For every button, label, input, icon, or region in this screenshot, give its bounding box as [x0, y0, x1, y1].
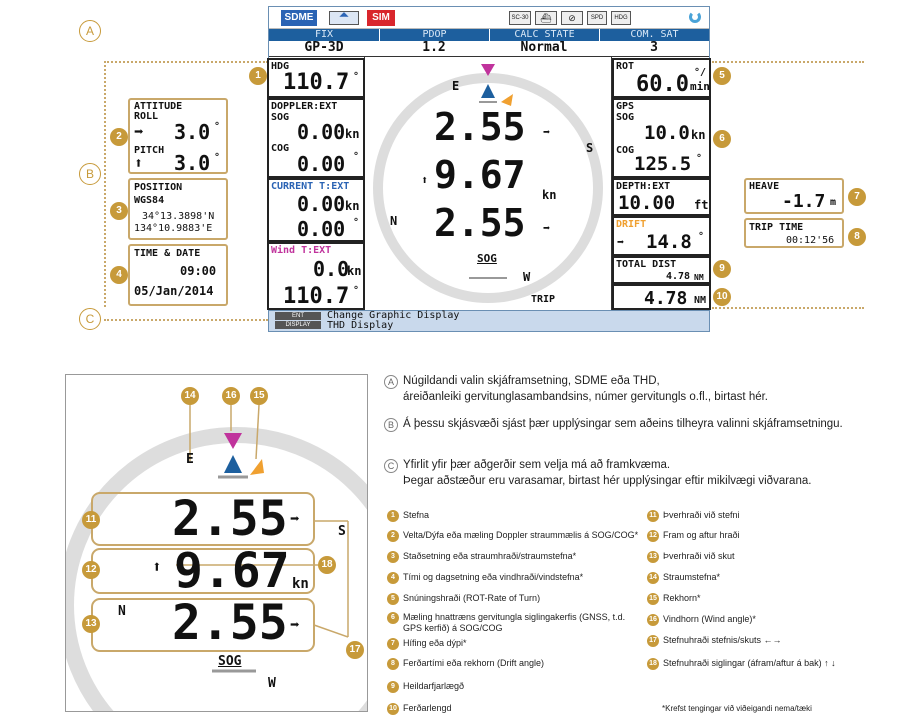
current-angle-unit: ° — [353, 217, 360, 228]
current-angle-value: 0.00 — [297, 217, 346, 241]
time-value: 09:00 — [180, 264, 217, 278]
fix-header: FIX — [269, 29, 379, 41]
current-speed-unit: kn — [345, 199, 360, 213]
rot-label: ROT — [616, 61, 635, 72]
legend-item-16: Vindhorn (Wind angle)* — [663, 614, 756, 624]
legend-item-14: Straumstefna* — [663, 572, 721, 582]
time-panel — [128, 244, 228, 306]
zoom-fwd-arrow-icon: ⬆ — [152, 557, 162, 576]
fix-value: GP-3D — [304, 40, 344, 55]
pdop-value: 1.2 — [422, 40, 446, 55]
desc-b-text: Á þessu skjásvæði sjást þær upplýsingar sem aðeins tilheyra valinni skjáframsetningu. — [403, 418, 843, 430]
zone-a-guide — [104, 61, 268, 63]
rot-unit-bottom: min — [690, 80, 710, 93]
legend-item-18: Stefnuhraði siglingar (áfram/aftur á bak) ↑ ↓ — [663, 658, 836, 668]
zoom-n-label: N — [118, 604, 126, 619]
top-bar — [269, 7, 709, 29]
total-dist-unit: NM — [694, 273, 704, 282]
compass-e-label: E — [452, 79, 460, 93]
attitude-label: ATTITUDE — [134, 101, 183, 112]
datum-label: WGS84 — [134, 195, 165, 206]
legend-badge-2: 2 — [387, 530, 399, 542]
thd-display-text: THD Display — [327, 320, 394, 331]
legend-badge-5: 5 — [387, 593, 399, 605]
zone-c-marker: C — [79, 308, 101, 330]
pitch-arrow-icon: ⬆ — [134, 154, 144, 172]
gps-sog-value: 10.0 — [644, 122, 690, 144]
legend-badge-15: 15 — [647, 593, 659, 605]
roll-arrow-icon: ➡ — [134, 122, 144, 141]
zoom-stern-arrow-icon: ➡ — [290, 615, 300, 634]
hdg-icon: HDG — [611, 11, 631, 25]
gps-label: GPS — [616, 101, 635, 112]
drift-box — [612, 216, 711, 256]
depth-unit: ft — [694, 198, 709, 212]
legend-badge-11: 11 — [647, 510, 659, 522]
pitch-unit: ° — [214, 152, 221, 163]
wind-box — [267, 242, 365, 310]
satellite-icon: ⊘ — [561, 11, 583, 25]
sc30-icon: SC-30 — [509, 11, 531, 25]
drift-value: 14.8 — [646, 231, 692, 253]
main-screen — [268, 6, 710, 332]
badge-5: 5 — [713, 67, 731, 85]
zoom-current-marker — [250, 459, 264, 475]
busy-indicator-icon — [689, 11, 701, 23]
legend-item-9: Heildarfjarlægð — [403, 681, 465, 691]
legend-badge-13: 13 — [647, 551, 659, 563]
legend-item-12: Fram og aftur hraði — [663, 530, 740, 540]
fwd-arrow-icon: ⬆ — [421, 173, 429, 187]
desc-c-line2: Þegar aðstæður eru varasamar, birtast hér upplýsingar eftir mikilvægi viðvarana. — [403, 475, 812, 487]
trip-time-label: TRIP TIME — [749, 222, 804, 233]
badge-3: 3 — [110, 202, 128, 220]
pitch-value: 3.0 — [174, 151, 211, 175]
fore-aft-unit: kn — [542, 188, 557, 202]
badge-7: 7 — [848, 188, 866, 206]
calc-state-value: Normal — [520, 40, 568, 55]
current-speed-value: 0.00 — [297, 192, 346, 216]
roll-unit: ° — [214, 121, 221, 132]
legend-item-2: Velta/Dýfa eða mæling Doppler straummælis á SOG/COG* — [403, 530, 639, 540]
badge-15: 15 — [250, 387, 268, 405]
legend-badge-7: 7 — [387, 638, 399, 650]
legend-item-10: Ferðarlengd — [403, 703, 452, 713]
legend-badge-1: 1 — [387, 510, 399, 522]
desc-a-line1: Núgildandi valin skjáframsetning, SDME eða THD, — [403, 375, 660, 387]
wind-angle-value: 110.7 — [283, 284, 350, 309]
drift-arrow-icon: ➡ — [617, 235, 625, 249]
legend-badge-16: 16 — [647, 614, 659, 626]
compass-s-label: S — [586, 141, 594, 155]
heading-box — [267, 58, 365, 98]
heave-value: -1.7 — [782, 191, 826, 212]
position-label: POSITION — [134, 182, 183, 193]
drift-unit: ° — [698, 231, 705, 242]
leader-17c — [314, 625, 348, 637]
ship-icon: ⛴ — [535, 11, 557, 25]
heading-value: 110.7 — [283, 70, 350, 95]
legend-badge-4: 4 — [387, 572, 399, 584]
legend-item-6: Mæling hnattræns gervitungla siglingakerfis (GNSS, t.d. GPS kerfið) á SOG/COG — [403, 612, 626, 633]
zone-b-guide — [104, 61, 106, 307]
badge-1: 1 — [249, 67, 267, 85]
position-panel — [128, 178, 228, 240]
heave-unit: m — [830, 197, 837, 208]
ent-key[interactable]: ENT — [275, 312, 321, 320]
legend-badge-3: 3 — [387, 551, 399, 563]
zoom-s-label: S — [338, 524, 346, 539]
rot-box — [612, 58, 711, 98]
doppler-cog-label: COG — [271, 143, 290, 154]
stern-lateral-speed: 2.55 — [434, 201, 526, 245]
sdme-mode-button[interactable]: SDME — [281, 10, 317, 26]
zoom-bow-speed: 2.55 — [172, 491, 288, 547]
badge-11: 11 — [82, 511, 100, 529]
bow-lateral-speed: 2.55 — [434, 105, 526, 149]
zoom-e-label: E — [186, 452, 194, 467]
legend-badge-8: 8 — [387, 658, 399, 670]
legend-item-8: Ferðartími eða rekhorn (Drift angle) — [403, 658, 545, 668]
trip-time-panel — [744, 218, 844, 248]
trip-time-value: 00:12'56 — [786, 235, 835, 246]
stern-arrow-icon: ➡ — [543, 221, 551, 235]
zoom-heading-marker — [224, 455, 242, 473]
total-dist-value: 4.78 — [666, 271, 691, 282]
trip-dist-value: 4.78 — [644, 288, 688, 309]
zone-c-guide — [104, 319, 268, 321]
legend-item-4: Tími og dagsetning eða vindhraði/vindstefna* — [403, 572, 584, 582]
legend-badge-10: 10 — [387, 703, 399, 715]
trip-label: TRIP — [531, 294, 556, 305]
badge-13: 13 — [82, 615, 100, 633]
heading-marker — [481, 84, 495, 98]
gps-cog-label: COG — [616, 145, 635, 156]
compass-w-label: W — [523, 270, 531, 284]
badge-2: 2 — [110, 128, 128, 146]
com-sat-value: 3 — [650, 40, 658, 55]
depth-label: DEPTH:EXT — [616, 181, 671, 192]
drift-label: DRIFT — [616, 219, 647, 230]
longitude-value: 134°10.9883'E — [134, 223, 213, 234]
badge-6: 6 — [713, 130, 731, 148]
legend-item-1: Stefna — [403, 510, 430, 520]
spd-icon: SPD — [587, 11, 607, 25]
zoom-w-label: W — [268, 676, 276, 691]
zone-a-guide-right — [712, 61, 864, 63]
roll-label: ROLL — [134, 111, 159, 122]
desc-a-marker: A — [384, 375, 398, 389]
legend-badge-14: 14 — [647, 572, 659, 584]
legend-badge-17: 17 — [647, 635, 659, 647]
zoom-fore-aft-speed: 9.67 — [174, 543, 290, 599]
attitude-panel — [128, 98, 228, 174]
legend-item-15: Rekhorn* — [663, 593, 701, 603]
badge-4: 4 — [110, 266, 128, 284]
zoom-sog-label: SOG — [218, 654, 242, 669]
footnote: *Krefst tengingar við viðeigandi nema/tæki — [662, 704, 812, 713]
heading-unit: ° — [353, 71, 360, 82]
change-display-text: Change Graphic Display — [327, 310, 460, 321]
depth-box — [612, 178, 711, 216]
legend-badge-18: 18 — [647, 658, 659, 670]
bow-arrow-icon: ➡ — [543, 125, 551, 139]
zoom-stern-speed: 2.55 — [172, 595, 288, 651]
sog-mode-label: SOG — [477, 252, 497, 265]
display-key[interactable]: DISPLAY — [275, 321, 321, 329]
com-sat-header: COM. SAT — [599, 29, 709, 41]
legend-item-13: Þverhraði við skut — [663, 551, 735, 561]
legend-badge-6: 6 — [387, 612, 399, 624]
legend-item-5: Snúningshraði (ROT-Rate of Turn) — [403, 593, 541, 603]
legend-item-7: Hífing eða dýpi* — [403, 638, 467, 648]
gps-box — [612, 98, 711, 178]
roll-value: 3.0 — [174, 120, 211, 144]
time-label: TIME & DATE — [134, 248, 201, 259]
compass-n-label: N — [390, 214, 398, 228]
rot-unit-top: °/ — [694, 67, 707, 78]
wind-label: Wind T:EXT — [271, 245, 332, 256]
latitude-value: 34°13.3898'N — [142, 211, 215, 222]
depth-value: 10.00 — [618, 192, 676, 214]
date-value: 05/Jan/2014 — [134, 284, 214, 298]
desc-b-marker: B — [384, 418, 398, 432]
desc-c-marker: C — [384, 459, 398, 473]
badge-9: 9 — [713, 260, 731, 278]
current-box — [267, 178, 365, 242]
gps-cog-value: 125.5 — [634, 153, 692, 175]
total-dist-label: TOTAL DIST — [616, 259, 677, 270]
rot-value: 60.0 — [636, 72, 689, 97]
zone-c-guide-right — [712, 307, 864, 309]
trip-dist-unit: NM — [694, 295, 707, 306]
zoom-fore-aft-unit: kn — [292, 576, 309, 592]
pitch-label: PITCH — [134, 145, 165, 156]
current-label: CURRENT T:EXT — [271, 181, 350, 192]
legend-badge-9: 9 — [387, 681, 399, 693]
legend-item-3: Staðsetning eða straumhraði/straumstefna* — [403, 551, 577, 561]
doppler-sog-unit: kn — [345, 127, 360, 141]
zone-a-marker: A — [79, 20, 101, 42]
gps-sog-label: SOG — [616, 112, 635, 123]
badge-17: 17 — [346, 641, 364, 659]
badge-12: 12 — [82, 561, 100, 579]
legend-item-17: Stefnuhraði stefnis/skuts ←→ — [663, 635, 782, 645]
precision-icon: ◢◣ — [329, 11, 359, 25]
badge-10: 10 — [713, 288, 731, 306]
sim-button[interactable]: SIM — [367, 10, 395, 26]
badge-14: 14 — [181, 387, 199, 405]
wind-speed-value: 0.0 — [313, 257, 350, 281]
heave-panel — [744, 178, 844, 214]
doppler-label: DOPPLER:EXT — [271, 101, 338, 112]
zoom-inset — [65, 374, 368, 712]
total-dist-box — [612, 256, 711, 284]
legend-badge-12: 12 — [647, 530, 659, 542]
heading-label: HDG — [271, 61, 290, 72]
doppler-sog-label: SOG — [271, 112, 290, 123]
badge-8: 8 — [848, 228, 866, 246]
legend-item-11: Þverhraði við stefni — [663, 510, 740, 520]
doppler-cog-unit: ° — [353, 151, 360, 162]
heave-label: HEAVE — [749, 181, 780, 192]
gps-cog-unit: ° — [696, 153, 703, 164]
calc-state-header: CALC STATE — [489, 29, 599, 41]
zone-b-marker: B — [79, 163, 101, 185]
badge-16: 16 — [222, 387, 240, 405]
pdop-header: PDOP — [379, 29, 489, 41]
gps-sog-unit: kn — [691, 128, 706, 142]
doppler-sog-value: 0.00 — [297, 120, 346, 144]
doppler-box — [267, 98, 365, 178]
doppler-cog-value: 0.00 — [297, 152, 346, 176]
fore-aft-speed: 9.67 — [434, 153, 526, 197]
badge-18: 18 — [318, 556, 336, 574]
zoom-bow-arrow-icon: ➡ — [290, 509, 300, 528]
desc-a-line2: áreiðanleiki gervitunglasambandsins, númer gervitungls o.fl., birtast hér. — [403, 391, 768, 403]
desc-c-line1: Yfirlit yfir þær aðgerðir sem velja má að framkvæma. — [403, 459, 671, 471]
trip-dist-box — [612, 284, 711, 310]
wind-angle-unit: ° — [353, 285, 360, 296]
wind-speed-unit: kn — [347, 264, 362, 278]
